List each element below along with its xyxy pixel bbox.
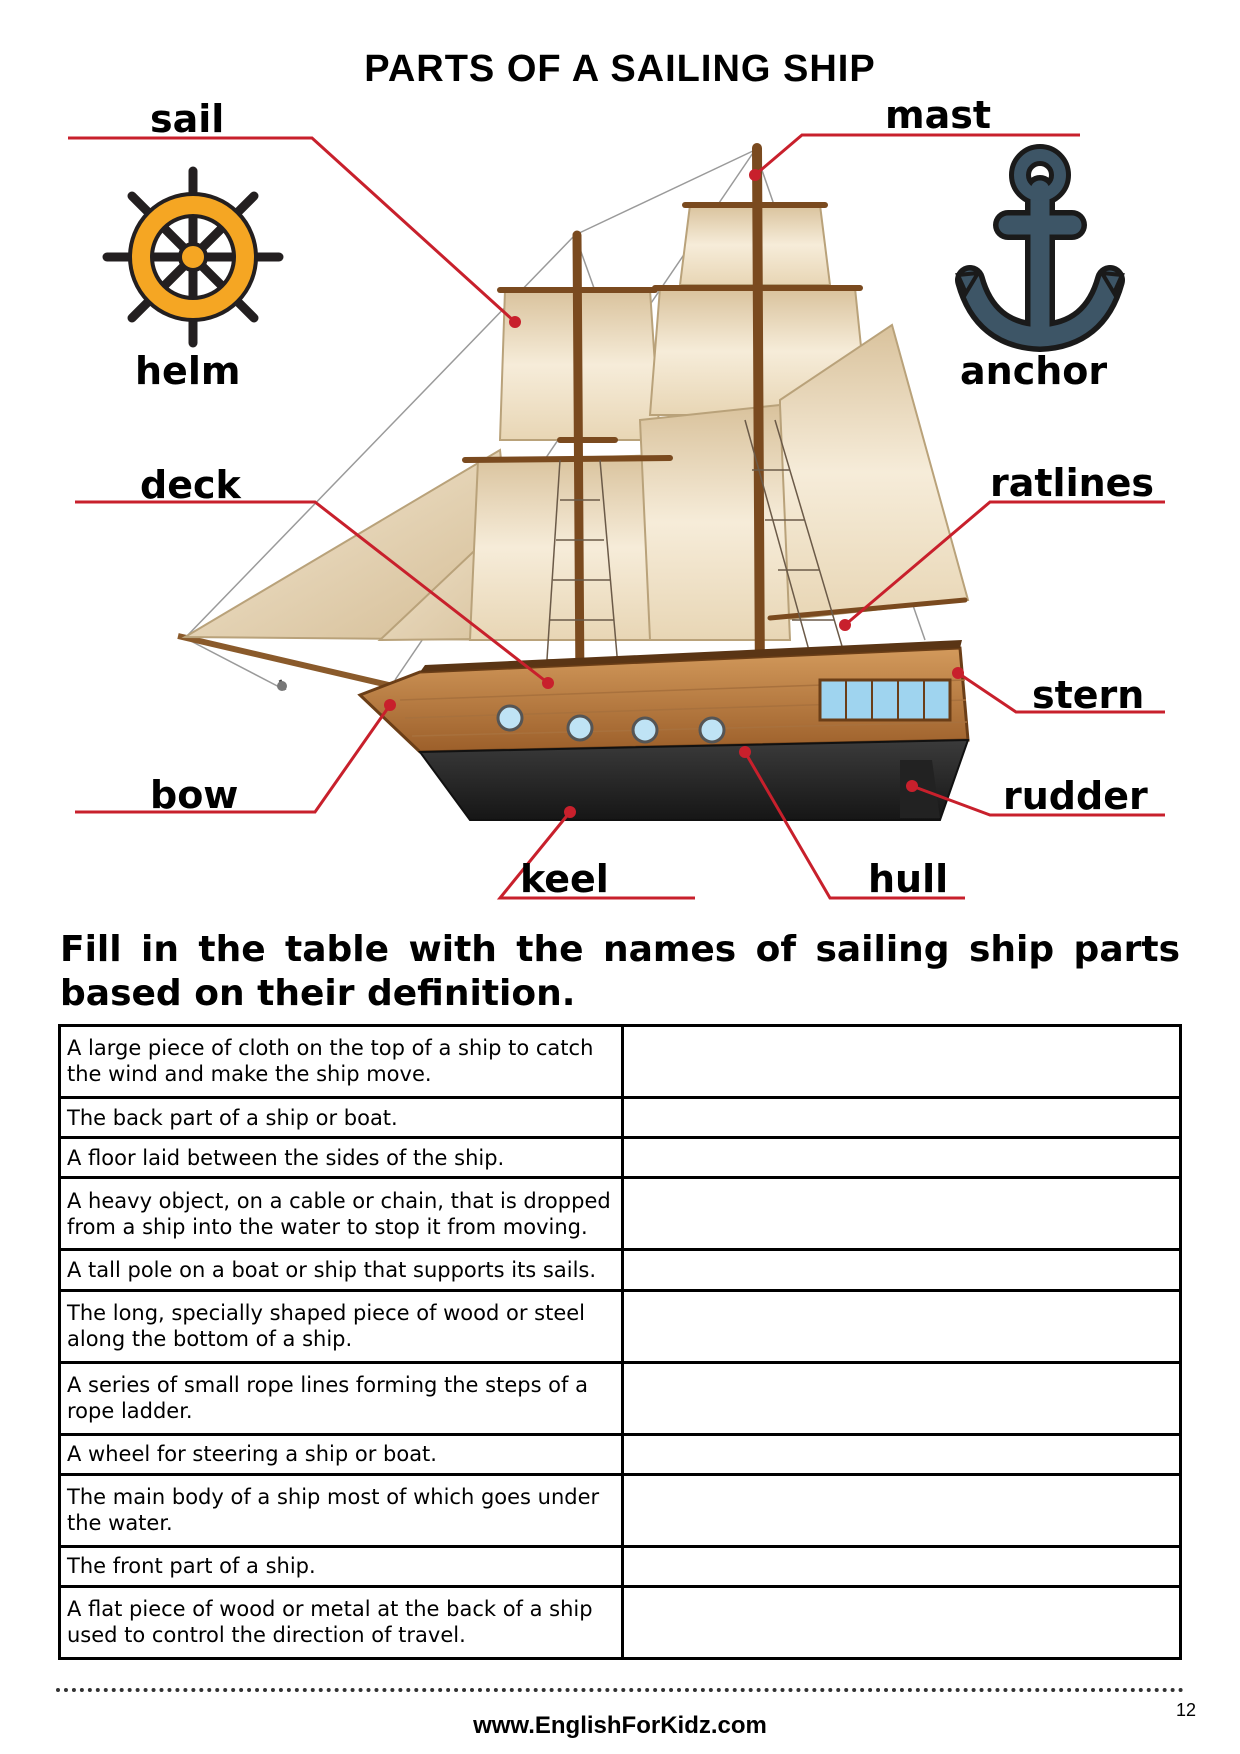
label-sail: sail xyxy=(150,97,225,141)
table-row xyxy=(60,1026,1181,1098)
table-row xyxy=(60,1290,1181,1362)
table-row xyxy=(60,1434,1181,1474)
answer-cell[interactable] xyxy=(623,1546,1181,1586)
table-row xyxy=(60,1250,1181,1290)
answer-cell[interactable] xyxy=(623,1250,1181,1290)
label-keel: keel xyxy=(520,857,609,901)
table-row xyxy=(60,1586,1181,1658)
footer-divider xyxy=(56,1688,1184,1692)
label-helm: helm xyxy=(135,349,241,393)
table-row xyxy=(60,1362,1181,1434)
definition-cell: A floor laid between the sides of the ship. xyxy=(60,1138,623,1178)
definition-cell: The back part of a ship or boat. xyxy=(60,1097,623,1137)
anchor-icon xyxy=(958,155,1122,337)
page-number: 12 xyxy=(1176,1700,1197,1720)
definition-cell: A large piece of cloth on the top of a ship to catch the wind and make the ship move. xyxy=(60,1026,623,1098)
answer-cell[interactable] xyxy=(623,1362,1181,1434)
definition-cell: A wheel for steering a ship or boat. xyxy=(60,1434,623,1474)
table-row xyxy=(60,1097,1181,1137)
answer-cell[interactable] xyxy=(623,1474,1181,1546)
definition-cell: The long, specially shaped piece of wood or steel along the bottom of a ship. xyxy=(60,1290,623,1362)
label-stern: stern xyxy=(1032,673,1145,717)
definition-cell: A flat piece of wood or metal at the back of a ship used to control the direction of travel. xyxy=(60,1586,623,1658)
table-row xyxy=(60,1178,1181,1250)
label-rudder: rudder xyxy=(1003,774,1148,818)
label-deck: deck xyxy=(140,463,241,507)
answer-cell[interactable] xyxy=(623,1290,1181,1362)
answer-cell[interactable] xyxy=(623,1097,1181,1137)
answer-cell[interactable] xyxy=(623,1138,1181,1178)
definition-cell: A series of small rope lines forming the steps of a rope ladder. xyxy=(60,1362,623,1434)
ship-wheel-icon xyxy=(107,171,279,343)
definitions-table xyxy=(58,1024,1182,1660)
table-row xyxy=(60,1138,1181,1178)
label-anchor: anchor xyxy=(960,349,1108,393)
page-title: PARTS OF A SAILING SHIP xyxy=(364,48,876,90)
definition-cell: A tall pole on a boat or ship that supports its sails. xyxy=(60,1250,623,1290)
definition-cell: The main body of a ship most of which goes under the water. xyxy=(60,1474,623,1546)
label-bow: bow xyxy=(150,773,239,817)
table-row xyxy=(60,1546,1181,1586)
website-link[interactable]: www.EnglishForKidz.com xyxy=(473,1712,767,1739)
answer-cell[interactable] xyxy=(623,1586,1181,1658)
answer-cell[interactable] xyxy=(623,1178,1181,1250)
instructions: Fill in the table with the names of sailing ship parts based on their definition. xyxy=(60,929,1180,1014)
label-mast: mast xyxy=(885,93,992,137)
definition-cell: The front part of a ship. xyxy=(60,1546,623,1586)
label-hull: hull xyxy=(868,857,949,901)
answer-cell[interactable] xyxy=(623,1026,1181,1098)
definition-cell: A heavy object, on a cable or chain, that is dropped from a ship into the water to stop it from moving. xyxy=(60,1178,623,1250)
table-row xyxy=(60,1474,1181,1546)
answer-cell[interactable] xyxy=(623,1434,1181,1474)
label-ratlines: ratlines xyxy=(990,461,1155,505)
